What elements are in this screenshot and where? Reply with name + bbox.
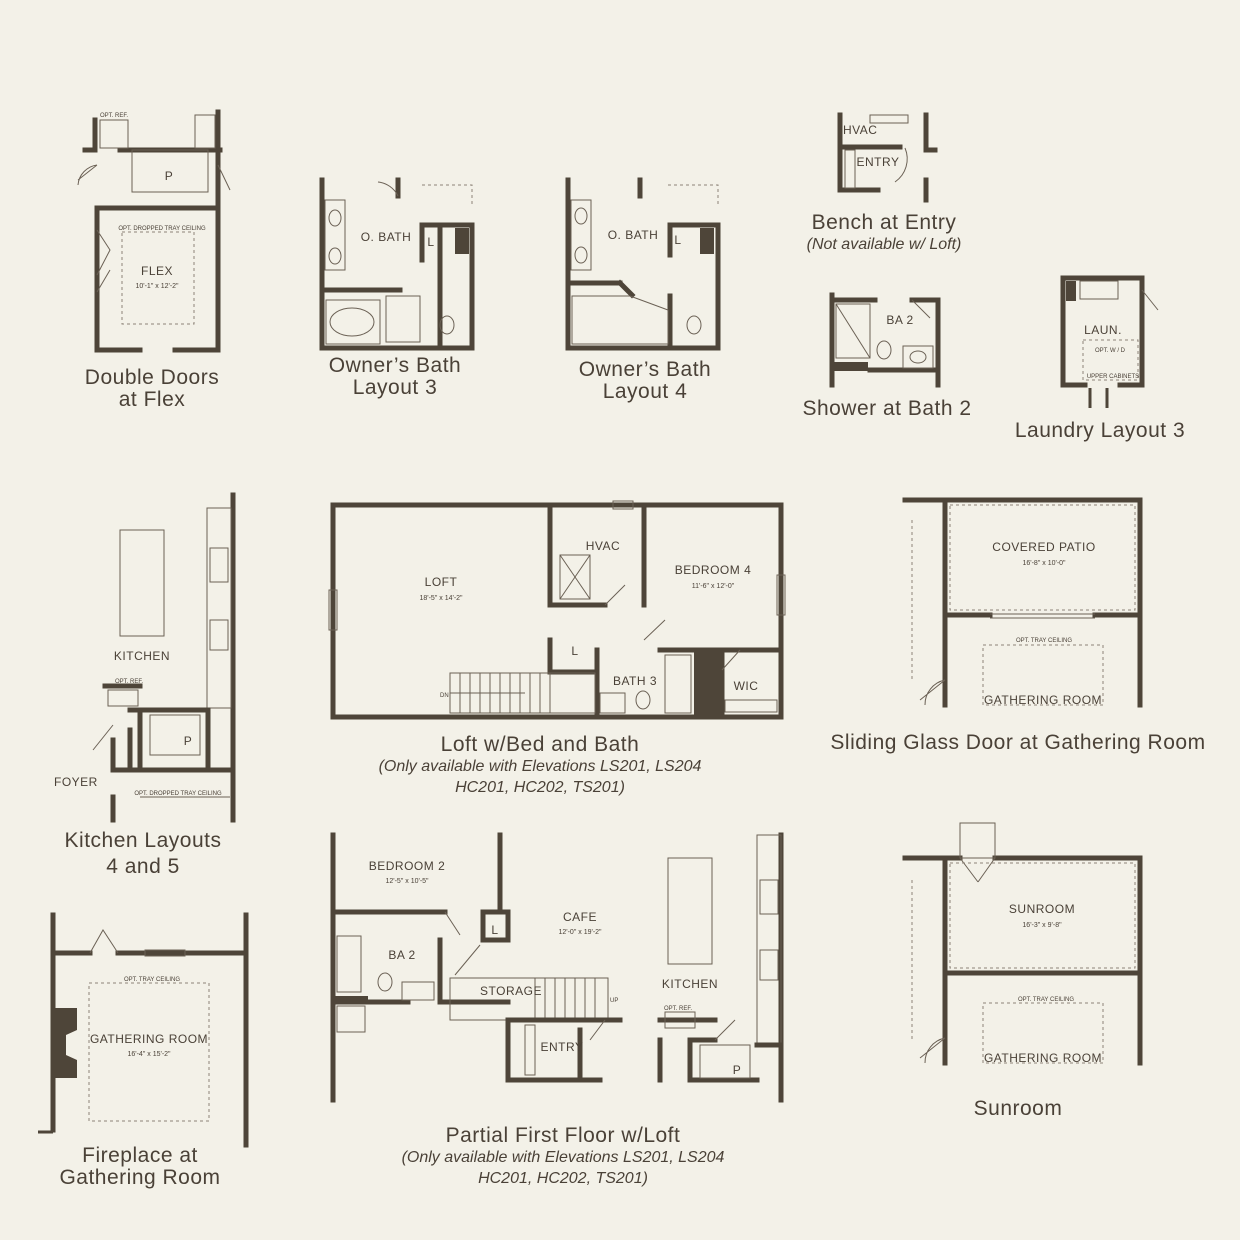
label-flex: FLEX (140, 264, 174, 278)
plan-fireplace (38, 915, 246, 1145)
label-opt-tray-sunroom: OPT. TRAY CEILING (1017, 997, 1075, 1003)
plan-owners-bath-3 (322, 180, 472, 348)
caption-fireplace-line2: Gathering Room (59, 1166, 221, 1189)
label-opt-ref: OPT. REF. (100, 113, 129, 119)
label-flex-dim: 10'-1" x 12'-2" (135, 283, 179, 290)
caption-fireplace-line1: Fireplace at (82, 1144, 198, 1167)
label-dn: DN (440, 693, 449, 699)
caption-double-doors-line1: Double Doors (84, 366, 220, 389)
caption-fireplace (40, 1145, 240, 1189)
caption-laundry-line1: Laundry Layout 3 (1014, 419, 1186, 442)
caption-owners-bath-3 (295, 355, 495, 399)
label-bedroom2: BEDROOM 2 (368, 859, 446, 873)
caption-partial (363, 1125, 763, 1189)
label-sunroom: SUNROOM (1008, 902, 1076, 916)
label-pantry: P (164, 169, 174, 183)
caption-owners-bath-4 (545, 359, 745, 403)
label-loft: LOFT (424, 575, 458, 589)
label-flex-ceiling: OPT. DROPPED TRAY CEILING (118, 226, 206, 232)
caption-double-doors-line2: at Flex (118, 388, 186, 411)
label-opt-wd: OPT. W / D (1095, 348, 1125, 354)
plan-partial-first-floor (333, 835, 781, 1100)
label-bedroom4-dim: 11'-6" x 12'-0" (691, 583, 735, 590)
caption-loft-note2: HC201, HC202, TS201) (455, 779, 625, 796)
label-gathering-sliding: GATHERING ROOM (983, 693, 1103, 707)
label-upper-cabinets: UPPER CABINETS (1086, 374, 1140, 380)
label-pantry-kitchen: P (183, 734, 193, 748)
caption-kitchen-line1: Kitchen Layouts (64, 829, 222, 852)
label-o-bath-3: O. BATH (360, 230, 412, 244)
caption-shower (782, 398, 992, 420)
label-cafe-dim: 12'-0" x 19'-2" (558, 929, 602, 936)
label-covered-patio-dim: 16'-8" x 10'-0" (1022, 560, 1066, 567)
caption-owners-bath-3-line1: Owner’s Bath (328, 354, 462, 377)
plan-double-doors-flex (78, 112, 230, 350)
label-wic: WIC (733, 679, 759, 693)
label-storage: STORAGE (480, 984, 542, 998)
label-cafe: CAFE (562, 910, 598, 924)
label-sunroom-dim: 16'-3" x 9'-8" (1022, 922, 1062, 929)
label-foyer: FOYER (54, 775, 98, 789)
caption-bench-entry-line1: Bench at Entry (811, 211, 957, 234)
caption-laundry (995, 420, 1205, 442)
label-opt-tray-fireplace: OPT. TRAY CEILING (123, 977, 181, 983)
caption-shower-line1: Shower at Bath 2 (802, 397, 972, 420)
plan-kitchen-4-5 (54, 495, 233, 820)
caption-kitchen (43, 828, 243, 880)
label-loft-dim: 18'-5" x 14'-2" (419, 595, 463, 602)
label-hvac-bench: HVAC (843, 123, 878, 137)
label-laun: LAUN. (1084, 323, 1122, 337)
caption-bench-entry (764, 212, 1004, 255)
label-linen-3: L (427, 235, 435, 249)
label-hvac-loft: HVAC (585, 539, 621, 553)
label-gathering-sunroom: GATHERING ROOM (983, 1051, 1103, 1065)
caption-sunroom (918, 1098, 1118, 1120)
caption-bench-entry-note: (Not available w/ Loft) (806, 236, 962, 253)
label-ba2-partial: BA 2 (388, 948, 416, 962)
plan-owners-bath-4 (568, 180, 718, 348)
plan-sunroom (905, 823, 1140, 1065)
label-linen-loft: L (571, 644, 579, 658)
caption-loft-note1: (Only available with Elevations LS201, LS204 (378, 758, 702, 775)
plan-sliding-door (905, 500, 1140, 707)
label-opt-tray-sliding: OPT. TRAY CEILING (1015, 638, 1073, 644)
label-entry-bench: ENTRY (856, 155, 900, 169)
label-gathering-dim: 16'-4" x 15'-2" (127, 1051, 171, 1058)
caption-owners-bath-4-line1: Owner’s Bath (578, 358, 712, 381)
plan-laundry-3 (1063, 278, 1158, 408)
label-ba2-shower: BA 2 (886, 313, 914, 327)
label-bedroom2-dim: 12'-5" x 10'-5" (385, 878, 429, 885)
label-up: UP (610, 998, 619, 1004)
caption-owners-bath-3-line2: Layout 3 (352, 376, 438, 399)
label-pantry-partial: P (732, 1063, 742, 1077)
caption-loft (340, 734, 740, 798)
caption-partial-line1: Partial First Floor w/Loft (445, 1124, 681, 1147)
plan-shower-bath2 (832, 295, 938, 385)
caption-partial-note1: (Only available with Elevations LS201, LS204 (401, 1149, 725, 1166)
caption-partial-note2: HC201, HC202, TS201) (478, 1170, 648, 1187)
plan-bench-entry (840, 115, 935, 200)
caption-owners-bath-4-line2: Layout 4 (602, 380, 688, 403)
caption-sliding (818, 732, 1218, 754)
caption-kitchen-line2: 4 and 5 (106, 855, 180, 878)
label-entry-partial: ENTRY (540, 1040, 584, 1054)
caption-sliding-line1: Sliding Glass Door at Gathering Room (830, 731, 1206, 754)
label-kitchen-partial: KITCHEN (661, 977, 719, 991)
plan-loft-bed-bath (329, 501, 785, 717)
caption-loft-line1: Loft w/Bed and Bath (440, 733, 640, 756)
caption-sunroom-line1: Sunroom (973, 1097, 1063, 1120)
label-bedroom4: BEDROOM 4 (674, 563, 752, 577)
label-linen-4: L (674, 233, 682, 247)
label-linen-partial: L (491, 923, 499, 937)
caption-double-doors (52, 367, 252, 411)
label-covered-patio: COVERED PATIO (992, 540, 1096, 554)
label-bath3: BATH 3 (612, 674, 658, 688)
label-o-bath-4: O. BATH (607, 228, 659, 242)
label-opt-ref-partial: OPT. REF. (664, 1006, 693, 1012)
label-kitchen-ceiling: OPT. DROPPED TRAY CEILING (134, 791, 222, 797)
label-kitchen-layouts: KITCHEN (113, 649, 171, 663)
label-opt-ref-kitchen: OPT. REF. (115, 679, 144, 685)
label-gathering-fireplace: GATHERING ROOM (89, 1032, 209, 1046)
